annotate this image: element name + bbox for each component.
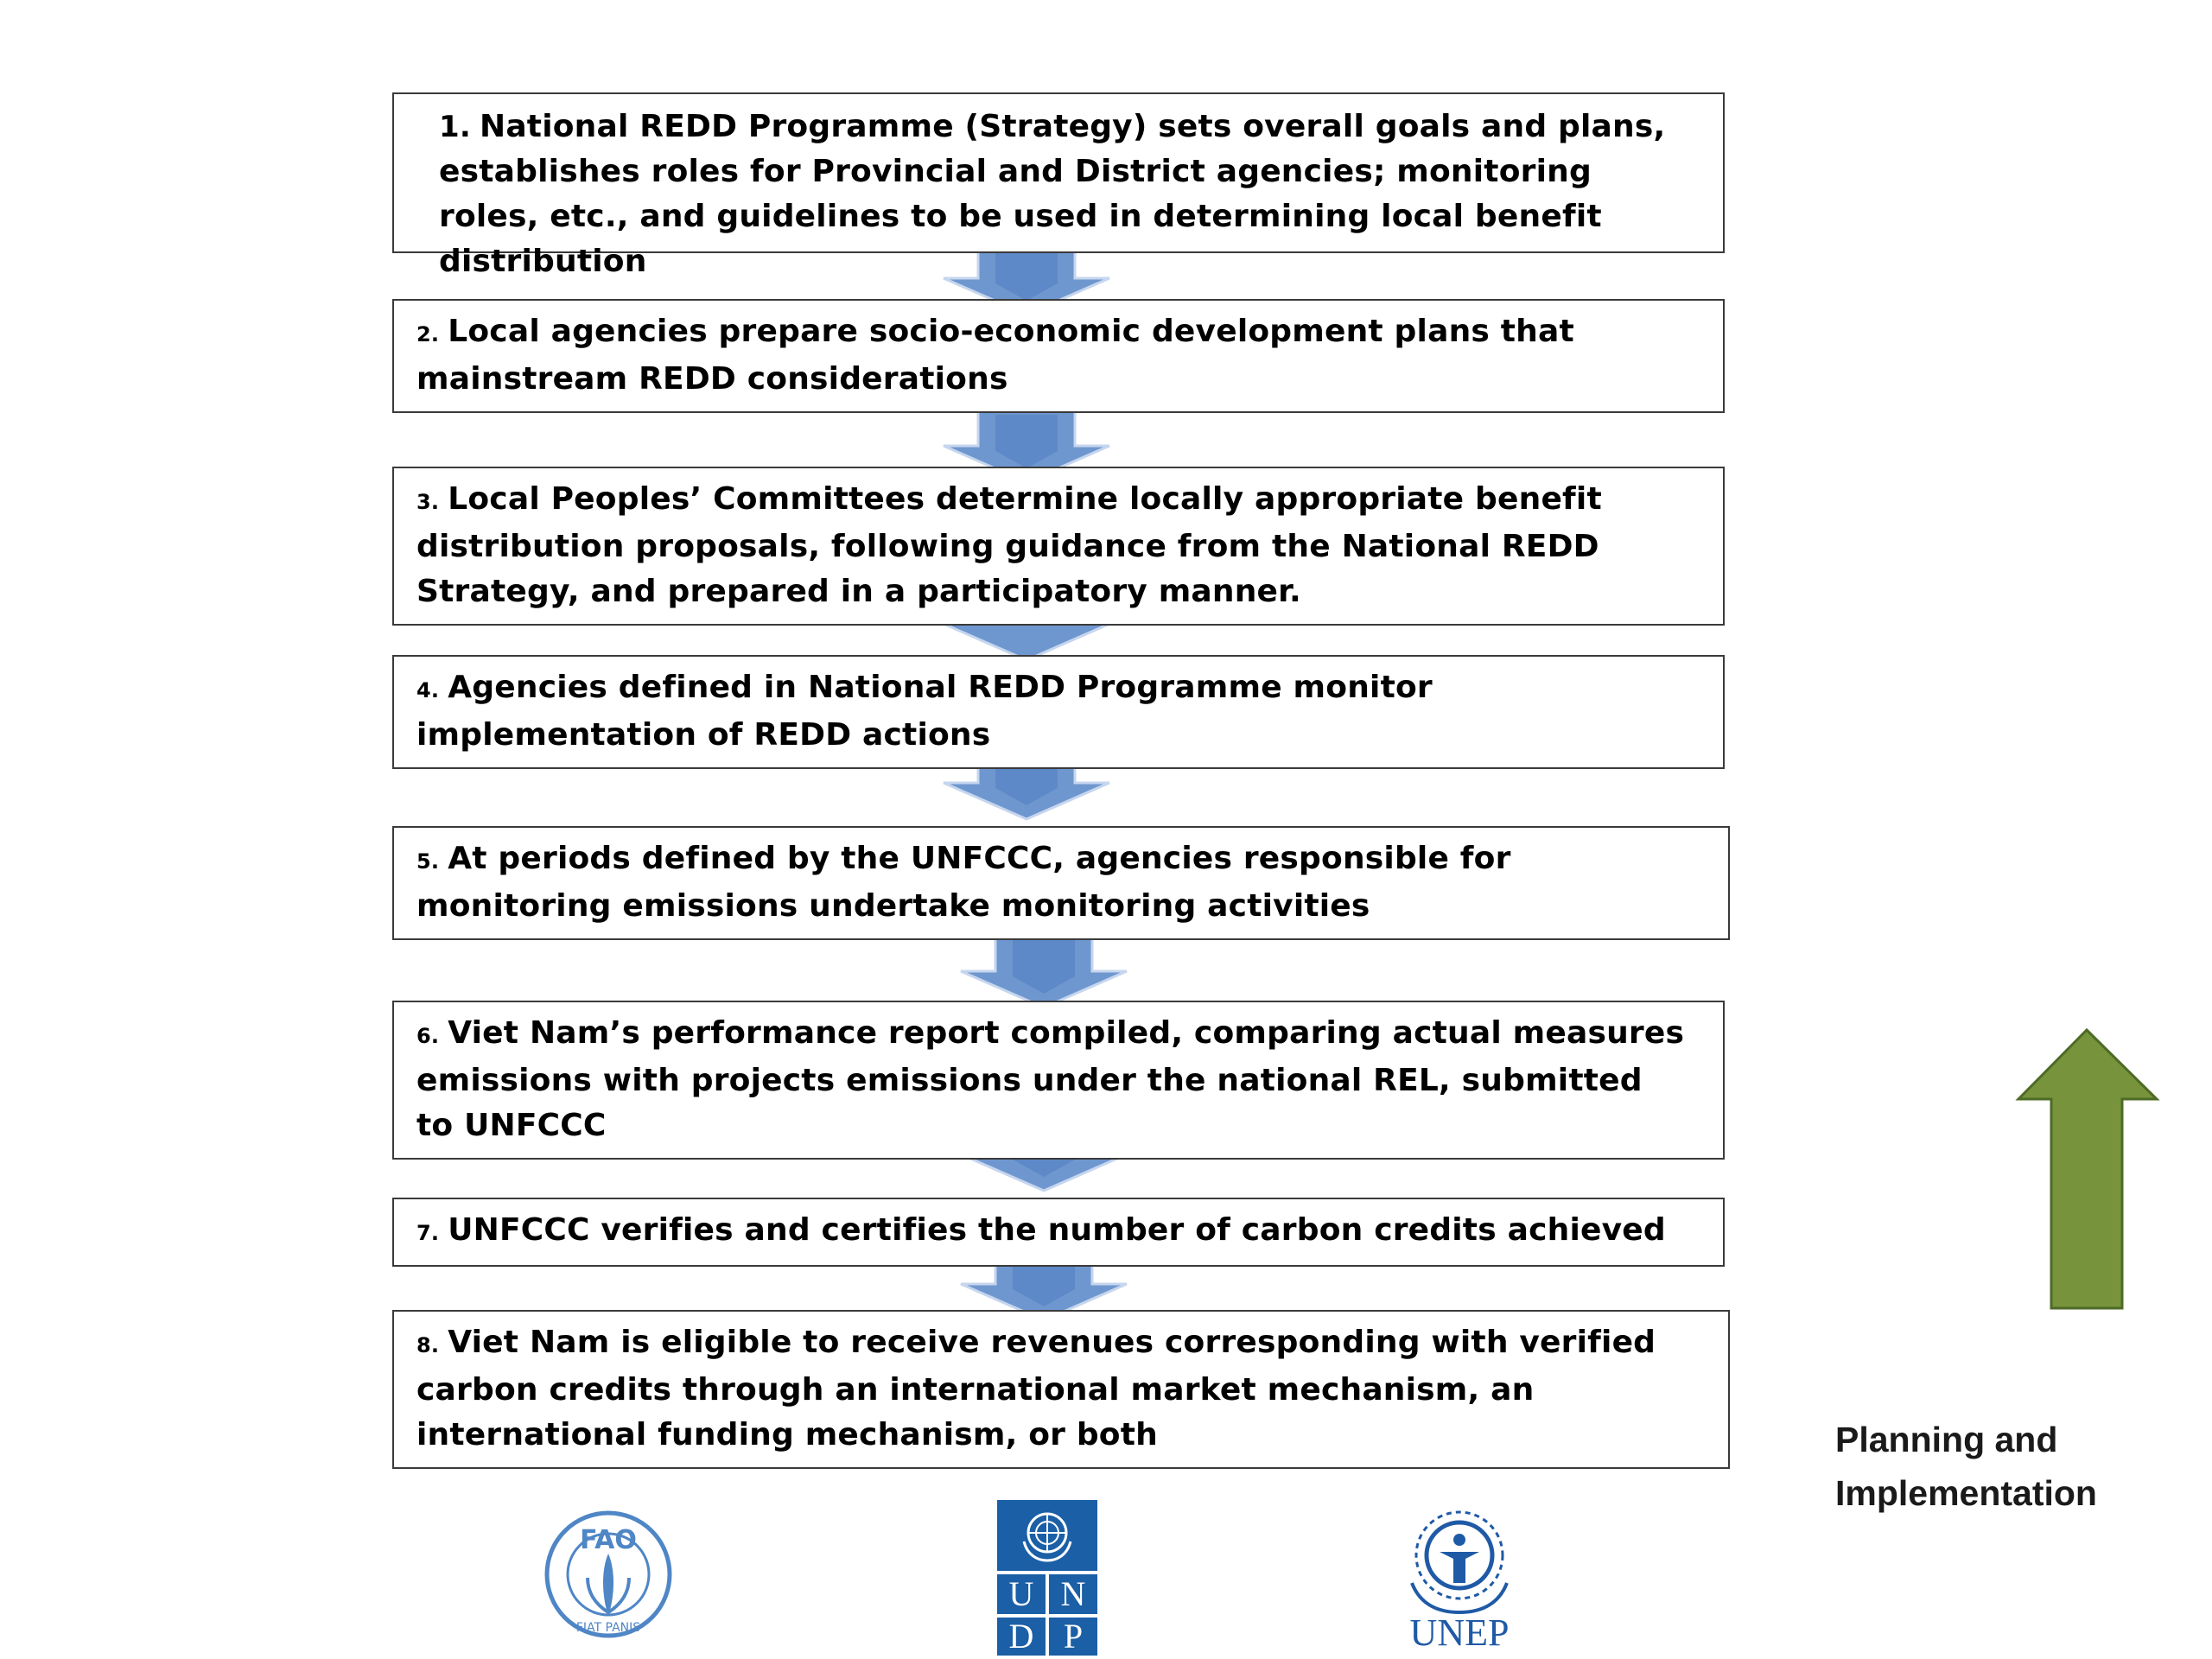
undp-letter: D [997,1618,1046,1656]
undp-letter: P [1049,1618,1097,1656]
step-box-1 [392,92,1725,279]
step-number: 8. [416,1333,440,1357]
step-box-5 [392,826,1730,940]
step-box-7 [392,1198,1725,1267]
unep-logo [1395,1500,1524,1652]
step-number: 5. [416,849,440,874]
step-box-2 [392,299,1725,413]
step-box-3 [392,467,1725,626]
step-text: UNFCCC verifies and certifies the number of carbon credits achieved [448,1212,1666,1248]
un-emblem-icon [997,1500,1097,1571]
step-text: National REDD Programme (Strategy) sets overall goals and plans, establishes roles for Provincial and District agencies; monitoring roles, etc., and guidelines to be used in determining local benefit distribution [439,109,1666,279]
step-number: 2. [416,322,440,346]
step-number: 6. [416,1024,440,1048]
step-box-4 [392,655,1725,769]
step-text: Viet Nam is eligible to receive revenues corresponding with verified carbon credits through an international market mechanism, an international funding mechanism, or both [416,1325,1656,1452]
step-number: 7. [416,1221,440,1245]
fao-letters: FAO [580,1525,637,1555]
step-text: Viet Nam’s performance report compiled, comparing actual measures emissions with projects emissions under the national REL, submitted to UNFCCC [416,1015,1685,1143]
fao-logo [543,1509,674,1640]
undp-letter: N [1049,1574,1097,1614]
undp-letter: U [997,1574,1046,1614]
side-label-line2: Implementation [1835,1473,2097,1513]
step-number: 4. [416,678,440,702]
step-box-8 [392,1310,1730,1469]
step-text: Local agencies prepare socio-economic development plans that mainstream REDD considerations [416,314,1574,397]
step-text: At periods defined by the UNFCCC, agencies responsible for monitoring emissions undertake monitoring activities [416,841,1511,924]
undp-logo [997,1500,1097,1659]
step-text: Local Peoples’ Committees determine locally appropriate benefit distribution proposals, following guidance from the National REDD Strategy, and prepared in a participatory manner. [416,481,1602,609]
flow-arrow-5-6 [957,931,1130,1011]
planning-implementation-label [1835,1413,2097,1520]
up-arrow-icon [2015,1027,2162,1313]
step-box-6 [392,1001,1725,1160]
step-number: 3. [416,490,440,514]
fao-motto: FIAT PANIS [575,1621,641,1635]
unep-label: UNEP [1409,1611,1510,1652]
step-text: Agencies defined in National REDD Programme monitor implementation of REDD actions [416,670,1433,753]
side-label-line1: Planning and [1835,1420,2058,1459]
step-number: 1. [439,110,471,144]
